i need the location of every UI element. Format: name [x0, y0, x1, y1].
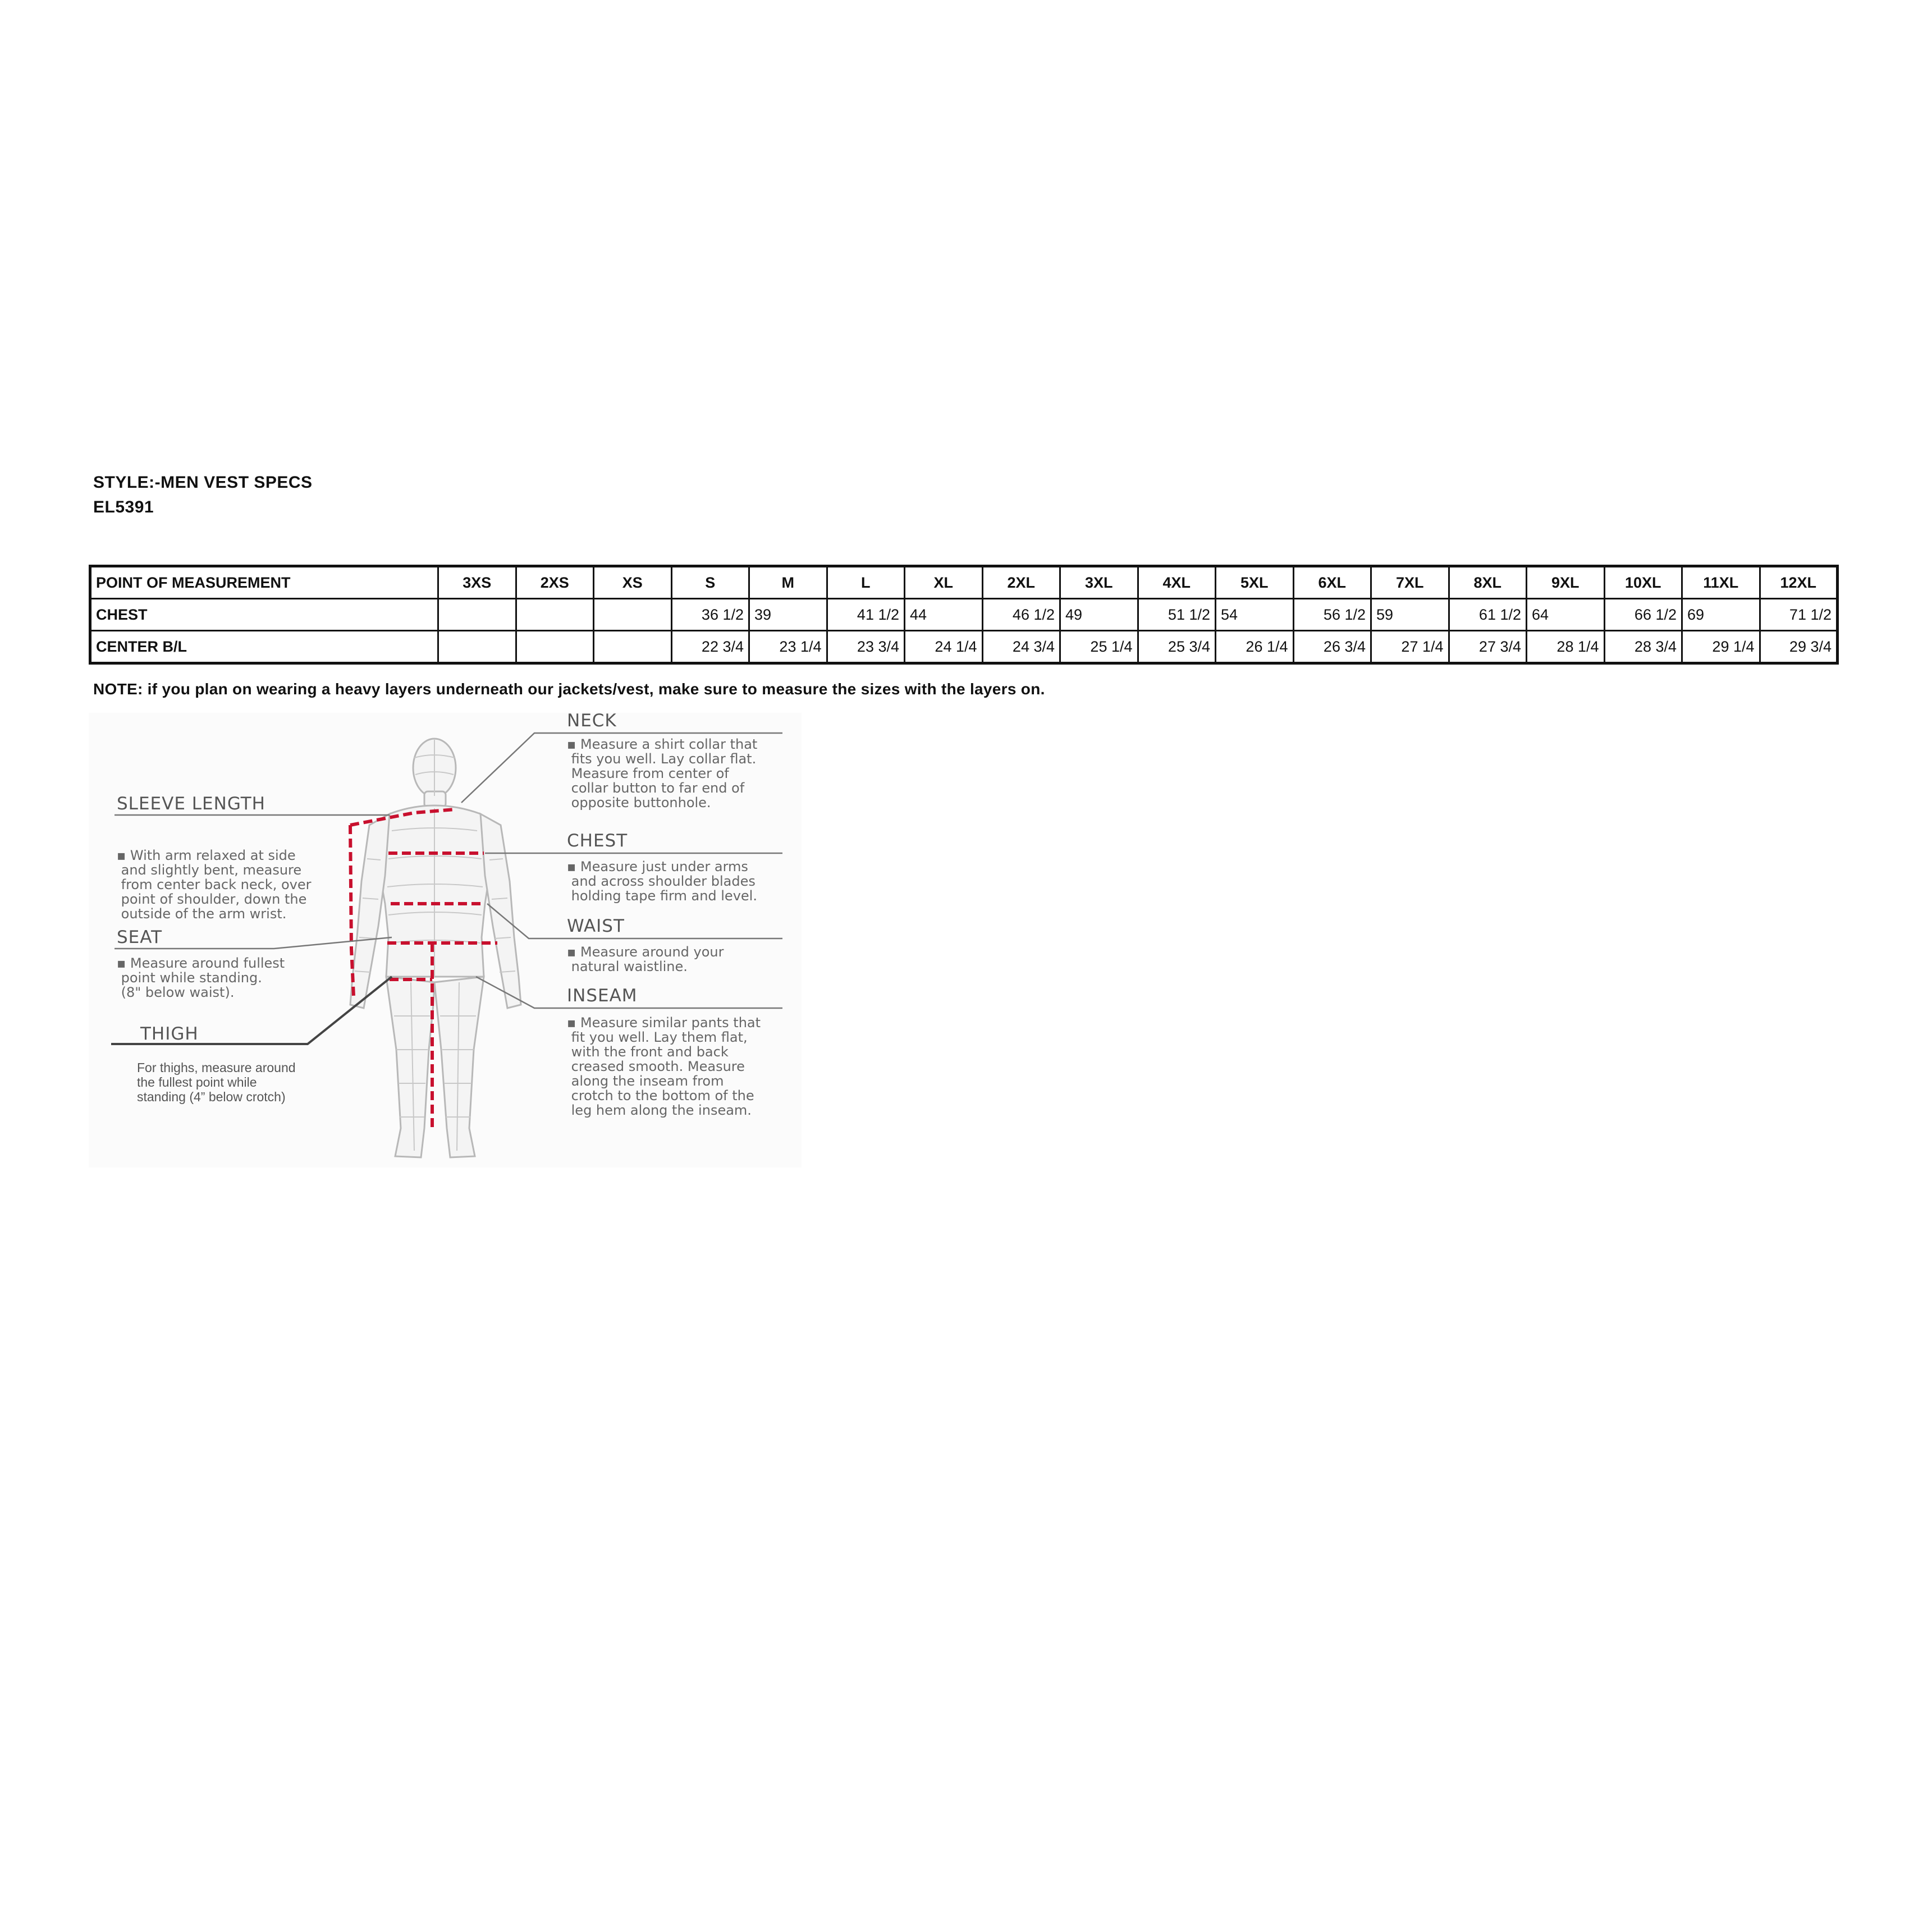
size-header-2xl: 2XL [982, 566, 1060, 599]
text-line: from center back neck, over [117, 877, 312, 892]
inseam-title: INSEAM [567, 986, 638, 1006]
size-header-3xl: 3XL [1060, 566, 1138, 599]
neck-title: NECK [567, 713, 617, 731]
table-cell [594, 631, 672, 663]
text-line: ▪ Measure a shirt collar that [567, 736, 758, 752]
text-line: natural waistline. [567, 959, 688, 974]
text-line: standing (4” below crotch) [137, 1089, 286, 1104]
table-cell [594, 599, 672, 631]
table-row-center-b-l [90, 631, 1838, 663]
size-header-12xl: 12XL [1760, 566, 1838, 599]
text-line: fit you well. Lay them flat, [567, 1029, 748, 1045]
size-header-6xl: 6XL [1293, 566, 1371, 599]
style-code: EL5391 [93, 498, 154, 516]
table-cell: 69 [1682, 599, 1760, 631]
table-cell: 29 1/4 [1682, 631, 1760, 663]
row-label: CENTER B/L [90, 631, 438, 663]
table-cell: 44 [905, 599, 983, 631]
text-line: ▪ Measure around fullest [117, 955, 285, 971]
size-header-9xl: 9XL [1527, 566, 1605, 599]
thigh-title: THIGH [140, 1024, 199, 1044]
text-line: the fullest point while [137, 1075, 257, 1089]
table-cell: 46 1/2 [982, 599, 1060, 631]
measurement-guide-diagram [89, 713, 802, 1168]
seat-title: SEAT [117, 927, 163, 947]
table-cell: 26 1/4 [1216, 631, 1294, 663]
text-line: ▪ Measure around your [567, 944, 724, 960]
table-cell: 54 [1216, 599, 1294, 631]
size-header-3xs: 3XS [438, 566, 516, 599]
table-cell: 49 [1060, 599, 1138, 631]
sleeve-text [117, 848, 312, 922]
layering-note: NOTE: if you plan on wearing a heavy layers underneath our jackets/vest, make sure to measure the sizes with the layers on. [93, 680, 1045, 698]
text-line: along the inseam from [567, 1073, 724, 1089]
table-cell: 56 1/2 [1293, 599, 1371, 631]
text-line: point of shoulder, down the [117, 891, 307, 907]
table-cell: 23 3/4 [827, 631, 905, 663]
table-cell: 23 1/4 [749, 631, 827, 663]
table-cell: 64 [1527, 599, 1605, 631]
table-row-chest [90, 599, 1838, 631]
table-cell: 41 1/2 [827, 599, 905, 631]
text-line: and across shoulder blades [567, 873, 756, 889]
table-header-row [90, 566, 1838, 599]
text-line: collar button to far end of [567, 780, 745, 796]
size-header-11xl: 11XL [1682, 566, 1760, 599]
row-label: CHEST [90, 599, 438, 631]
sleeve-title: SLEEVE LENGTH [117, 794, 265, 814]
table-cell: 27 3/4 [1449, 631, 1527, 663]
text-line: holding tape firm and level. [567, 888, 757, 904]
size-header-xl: XL [905, 566, 983, 599]
style-title: STYLE:-MEN VEST SPECS [93, 473, 313, 492]
table-cell: 71 1/2 [1760, 599, 1838, 631]
table-cell: 25 3/4 [1138, 631, 1216, 663]
table-cell: 28 3/4 [1604, 631, 1682, 663]
text-line: Measure from center of [567, 766, 729, 781]
text-line: opposite buttonhole. [567, 795, 711, 811]
table-cell: 51 1/2 [1138, 599, 1216, 631]
table-cell: 61 1/2 [1449, 599, 1527, 631]
size-header-2xs: 2XS [516, 566, 594, 599]
text-line: fits you well. Lay collar flat. [567, 751, 757, 767]
size-header-l: L [827, 566, 905, 599]
size-header-4xl: 4XL [1138, 566, 1216, 599]
table-cell: 25 1/4 [1060, 631, 1138, 663]
table-cell: 27 1/4 [1371, 631, 1449, 663]
table-cell: 26 3/4 [1293, 631, 1371, 663]
size-header-xs: XS [594, 566, 672, 599]
text-line: For thighs, measure around [137, 1060, 296, 1075]
size-header-10xl: 10XL [1604, 566, 1682, 599]
chest-text [567, 859, 757, 904]
table-cell: 24 3/4 [982, 631, 1060, 663]
text-line: with the front and back [567, 1044, 729, 1060]
table-cell: 22 3/4 [671, 631, 749, 663]
size-spec-table [89, 565, 1839, 665]
table-cell [516, 599, 594, 631]
size-header-7xl: 7XL [1371, 566, 1449, 599]
table-cell: 29 3/4 [1760, 631, 1838, 663]
column-header-point-of-measurement: POINT OF MEASUREMENT [90, 566, 438, 599]
text-line: ▪ Measure similar pants that [567, 1015, 761, 1031]
text-line: outside of the arm wrist. [117, 906, 287, 922]
text-line: (8" below waist). [117, 985, 235, 1000]
chest-title: CHEST [567, 831, 628, 851]
table-cell: 39 [749, 599, 827, 631]
inseam-text [567, 1015, 761, 1118]
table-cell [438, 631, 516, 663]
text-line: ▪ With arm relaxed at side [117, 848, 296, 863]
size-header-s: S [671, 566, 749, 599]
table-cell: 24 1/4 [905, 631, 983, 663]
size-header-m: M [749, 566, 827, 599]
size-header-5xl: 5XL [1216, 566, 1294, 599]
text-line: crotch to the bottom of the [567, 1088, 754, 1104]
text-line: creased smooth. Measure [567, 1059, 745, 1074]
table-cell [438, 599, 516, 631]
size-header-8xl: 8XL [1449, 566, 1527, 599]
text-line: ▪ Measure just under arms [567, 859, 748, 875]
table-cell: 66 1/2 [1604, 599, 1682, 631]
text-line: point while standing. [117, 970, 262, 986]
table-cell [516, 631, 594, 663]
table-cell: 28 1/4 [1527, 631, 1605, 663]
text-line: leg hem along the inseam. [567, 1102, 752, 1118]
table-cell: 36 1/2 [671, 599, 749, 631]
measurement-figure [89, 713, 802, 1168]
text-line: and slightly bent, measure [117, 862, 302, 878]
waist-title: WAIST [567, 916, 625, 936]
table-cell: 59 [1371, 599, 1449, 631]
